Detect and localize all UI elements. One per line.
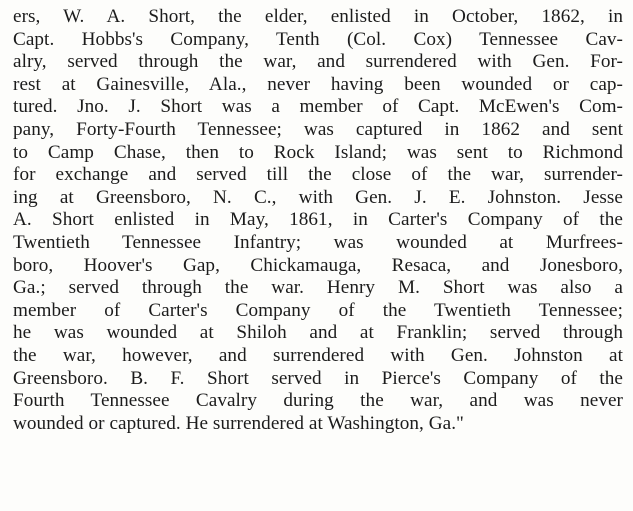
text-line: ing at Greensboro, N. C., with Gen. J. E. Johnston. Jesse: [13, 186, 623, 208]
text-line: Capt. Hobbs's Company, Tenth (Col. Cox) Tennessee Cav-: [13, 28, 623, 50]
text-line: rest at Gainesville, Ala., never having been wounded or cap-: [13, 73, 623, 95]
text-line: to Camp Chase, then to Rock Island; was sent to Richmond: [13, 141, 623, 163]
text-line: for exchange and served till the close of the war, surrender-: [13, 164, 623, 186]
body-paragraph: [13, 6, 623, 435]
text-line: member of Carter's Company of the Twentieth Tennessee;: [13, 299, 623, 321]
text-line: ers, W. A. Short, the elder, enlisted in October, 1862, in: [13, 6, 623, 27]
text-line: pany, Forty-Fourth Tennessee; was captured in 1862 and sent: [13, 118, 623, 140]
text-line: he was wounded at Shiloh and at Franklin; served through: [13, 322, 623, 344]
text-line: Ga.; served through the war. Henry M. Short was also a: [13, 277, 623, 299]
text-line: Greensboro. B. F. Short served in Pierce's Company of the: [13, 367, 623, 389]
text-line: the war, however, and surrendered with Gen. Johnston at: [13, 344, 623, 366]
text-line: Fourth Tennessee Cavalry during the war, and was never: [13, 390, 623, 412]
text-line: boro, Hoover's Gap, Chickamauga, Resaca, and Jonesboro,: [13, 254, 623, 276]
text-line: A. Short enlisted in May, 1861, in Carter's Company of the: [13, 209, 623, 231]
text-line: alry, served through the war, and surrendered with Gen. For-: [13, 51, 623, 73]
text-line-last: wounded or captured. He surrendered at Washington, Ga.": [13, 412, 464, 434]
text-line: Twentieth Tennessee Infantry; was wounded at Murfrees-: [13, 231, 623, 253]
text-line: tured. Jno. J. Short was a member of Capt. McEwen's Com-: [13, 96, 623, 118]
